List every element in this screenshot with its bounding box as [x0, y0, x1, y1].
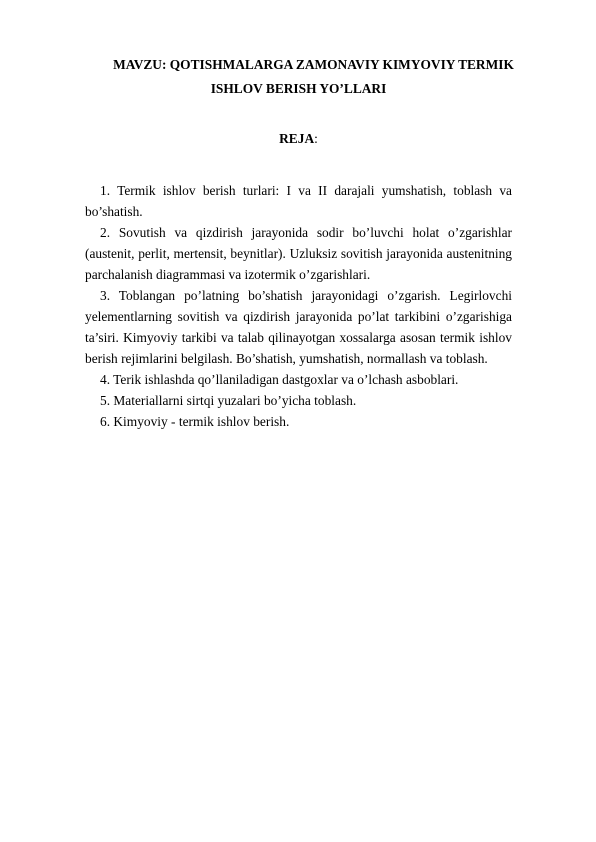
plan-item-3: 3. Toblangan po’latning bo’shatish jarayonidagi o’zgarish. Legirlovchi yelementlarning sovitish va qizdirish jarayonida po’lat tarkibini o’zgarishiga ta’siri. Kimyoviy tarkibi va talab qilinayotgan xossalarga asosan termik ishlov berish rejimlarini belgilash. Bo’shatish, yumshatish, normallash va toblash.: [85, 288, 512, 366]
plan-item-5: 5. Materiallarni sirtqi yuzalari bo’yicha toblash.: [100, 393, 357, 408]
document-title-line-1: MAVZU: QOTISHMALARGA ZAMONAVIY KIMYOVIY TERMIK: [113, 57, 514, 72]
plan-item-6: 6. Kimyoviy - termik ishlov berish.: [100, 414, 290, 429]
plan-list: [85, 180, 512, 432]
plan-heading-label: REJA: [279, 131, 315, 146]
plan-item-2: 2. Sovutish va qizdirish jarayonida sodir bo’luvchi holat o’zgarishlar (austenit, perlit, mertensit, beynitlar). Uzluksiz sovitish jarayonida austenitning parchalanish diagrammasi va izotermik o’zgarishlari.: [85, 225, 512, 282]
plan-item-1: 1. Termik ishlov berish turlari: I va II darajali yumshatish, toblash va bo’shatish.: [85, 183, 512, 219]
plan-heading: [85, 129, 512, 149]
plan-heading-colon: :: [314, 131, 318, 146]
plan-item-4: 4. Terik ishlashda qo’llaniladigan dastgoxlar va o’lchash asboblari.: [100, 372, 459, 387]
document-title-line-2: ISHLOV BERISH YO’LLARI: [210, 81, 387, 96]
